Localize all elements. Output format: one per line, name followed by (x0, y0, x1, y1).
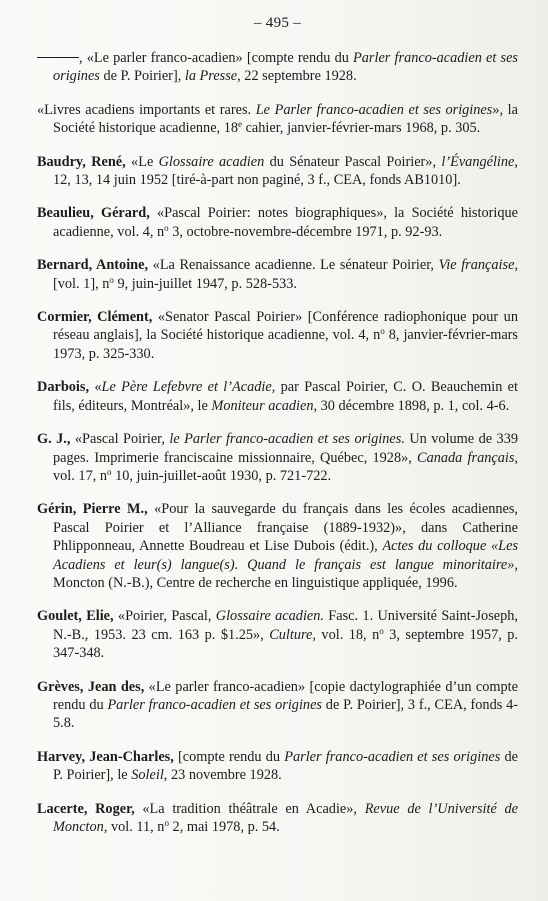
bibliography-entry: Beaulieu, Gérard, «Pascal Poirier: notes biographiques», la Société historique acadienne, vol. 4, $n^o$ 3, octobre-novembre-décembre 1971, p. 92-93. (37, 205, 518, 240)
entry-author: Cormier, Clément, (37, 309, 153, 326)
bibliography-entry: G. J., «Pascal Poirier, le Parler franco-acadien et ses origines. Un volume de 339 pages. Imprimerie franciscaine missionnaire, Québec, 1928», Canada français, vol. 17, $n^o$ 10, juin-juillet-août 1930, p. 721-722. (37, 431, 518, 484)
page-number: – 495 – (253, 15, 302, 31)
bibliography-entry: Lacerte, Roger, «La tradition théâtrale en Acadie», Revue de l’Université de Moncton, vol. 11, $n^o$ 2, mai 1978, p. 54. (37, 800, 519, 835)
bibliography-entry: , «Le parler franco-acadien» [compte rendu du Parler franco-acadien et ses origines de P. Poirier], la Presse, 22 septembre 1928. (37, 49, 518, 86)
entry-author: Gérin, Pierre M., (37, 501, 148, 518)
entry-author: Darbois, (37, 379, 90, 396)
entry-author: Grèves, Jean des, (37, 678, 145, 695)
bibliography-entry: Gérin, Pierre M., «Pour la sauvegarde du français dans les écoles acadiennes, Pascal Poirier et l’Alliance française (1889-1932)», dans Catherine Phlipponneau, Annette Boudreau et Lise Dubois (édit.), Actes du colloque «Les Acadiens et leur(s) langue(s). Quand le français est langue minoritaire», Moncton (N.-B.), Centre de recherche en linguistique appliquée, 1996. (37, 501, 519, 591)
bibliography-entry: Baudry, René, «Le Glossaire acadien du Sénateur Pascal Poirier», l’Évangéline, 12, 13, 14 juin 1952 [tiré-à-part non paginé, 3 f., CEA, fonds AB1010]. (37, 153, 518, 189)
bibliography-entry: Bernard, Antoine, «La Renaissance acadienne. Le sénateur Poirier, Vie française, [vol. 1], $n^o$ 9, juin-juillet 1947, p. 528-533. (37, 257, 519, 292)
entry-author: Baudry, René, (37, 153, 126, 170)
entry-author: Harvey, Jean-Charles, (37, 748, 174, 765)
entry-author: Bernard, Antoine, (37, 257, 149, 274)
bibliography-entry: Cormier, Clément, «Senator Pascal Poirier» [Conférence radiophonique pour un réseau anglais], la Société historique acadienne, vol. 4, $n^o$ 8, janvier-février-mars 1973, p. 325-330. (37, 309, 518, 362)
bibliography-entry: «Livres acadiens importants et rares. Le Parler franco-acadien et ses origines», la Société historique acadienne, 18e cahier, janvier-février-mars 1968, p. 305. (37, 101, 518, 137)
repeated-author-dash (37, 57, 79, 58)
bibliography-entry: Grèves, Jean des, «Le parler franco-acadien» [copie dactylographiée d’un compte rendu du Parler franco-acadien et ses origines de P. Poirier], 3 f., CEA, fonds 4-5.8. (37, 678, 519, 732)
entry-author: Beaulieu, Gérard, (37, 205, 150, 222)
entry-author: Lacerte, Roger, (37, 800, 135, 817)
bibliography-entry: Goulet, Elie, «Poirier, Pascal, Glossaire acadien. Fasc. 1. Université Saint-Joseph, N.-B., 1953. 23 cm. 163 p. $1.25», Culture, vol. 18, $n^o$ 3, septembre 1957, p. 347-348. (37, 608, 518, 662)
entry-author: G. J., (37, 431, 71, 448)
bibliography-entry: Harvey, Jean-Charles, [compte rendu du Parler franco-acadien et ses origines de P. Poirier], le Soleil, 23 novembre 1928. (37, 748, 518, 784)
bibliography-entry: Darbois, «Le Père Lefebvre et l’Acadie, par Pascal Poirier, C. O. Beauchemin et fils, éditeurs, Montréal», le Moniteur acadien, 30 décembre 1898, p. 1, col. 4-6. (37, 379, 518, 414)
entry-author: Goulet, Elie, (37, 608, 114, 625)
